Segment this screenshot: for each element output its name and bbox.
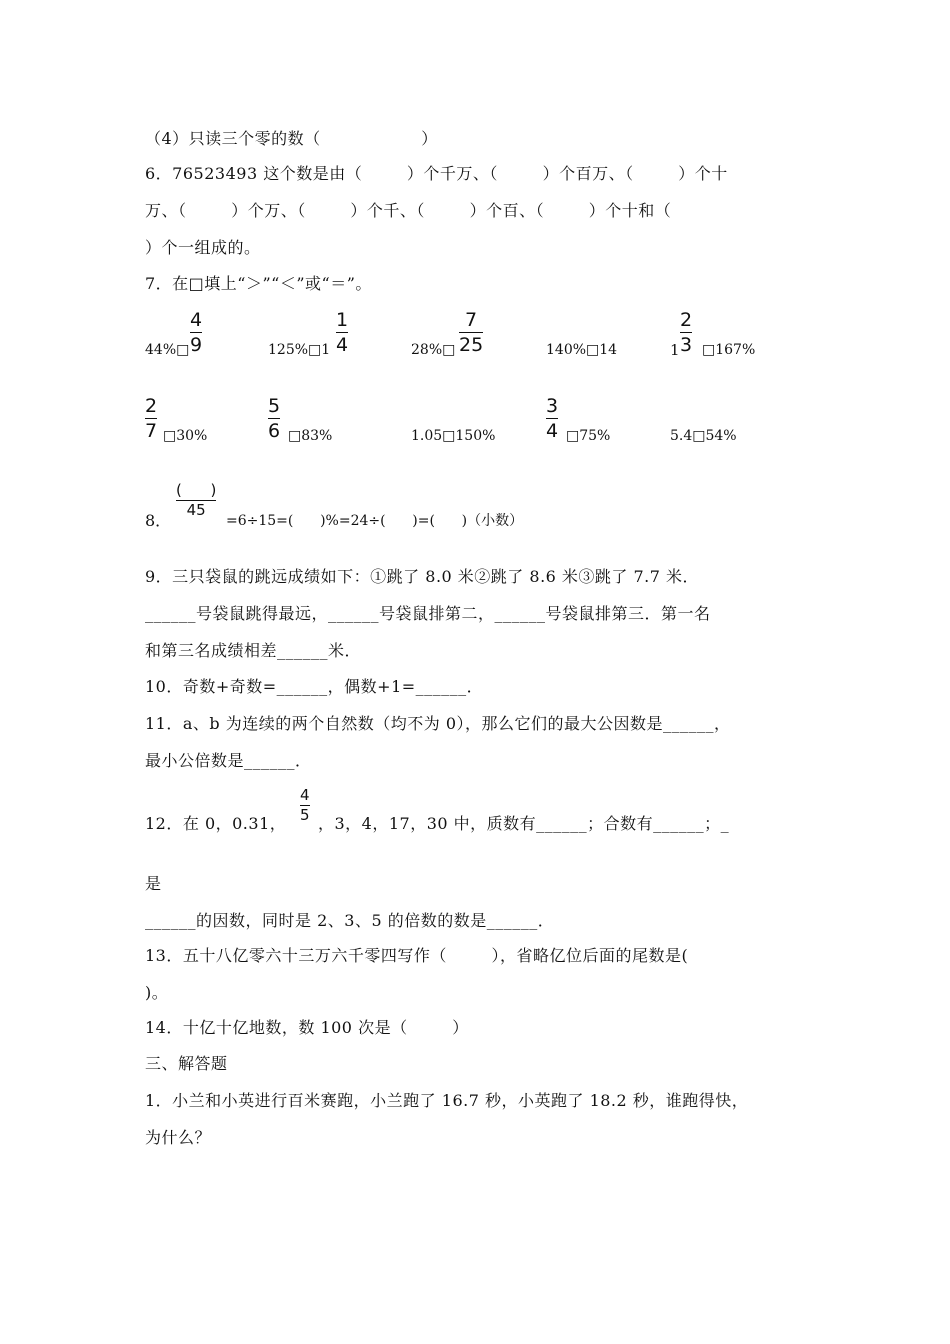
line-q7: 7．在□填上“＞”“＜”或“＝”。	[145, 274, 372, 293]
compare-1-4: 140%□14	[546, 342, 618, 358]
fraction-bar	[680, 332, 692, 333]
fraction-denominator: 45	[186, 501, 206, 519]
fraction-bar	[190, 332, 202, 333]
line-q6-c: ）个一组成的。	[145, 238, 261, 257]
fraction-4-5	[300, 787, 310, 824]
fraction-bar	[268, 418, 280, 419]
fraction-numerator: 2	[145, 395, 158, 417]
fraction-4-9	[190, 309, 202, 356]
fraction-5-6	[268, 395, 280, 442]
fraction-blank-45	[176, 482, 216, 519]
fraction-denominator: 9	[190, 334, 203, 356]
fraction-denominator: 6	[268, 420, 281, 442]
line-q6-b: 万、（ ）个万、（ ）个千、（ ）个百、（ ）个十和（	[145, 201, 672, 220]
line-q11-b: 最小公倍数是______．	[145, 751, 312, 770]
fraction-numerator: 7	[465, 309, 478, 331]
q12-prefix: 12．在 0，0.31，	[145, 814, 287, 833]
fraction-7-25	[459, 309, 483, 356]
fraction-denominator: 4	[336, 334, 349, 356]
fraction-1-4	[336, 309, 348, 356]
fraction-2-7	[145, 395, 157, 442]
compare-2-4-suffix: □75%	[566, 428, 611, 444]
fraction-3-4	[546, 395, 558, 442]
fraction-denominator: 25	[459, 334, 484, 356]
line-q12-b: 是	[145, 874, 162, 893]
line-q9-b: ______号袋鼠跳得最远，______号袋鼠排第二，______号袋鼠排第三．第一名	[145, 604, 711, 623]
fraction-numerator: 5	[268, 395, 281, 417]
line-q14: 14．十亿十亿地数，数 100 次是（ ）	[145, 1018, 469, 1037]
fraction-numerator: ( )	[176, 481, 217, 499]
fraction-bar	[145, 418, 157, 419]
q8-label: 8．	[145, 511, 172, 530]
compare-2-2-suffix: □83%	[288, 428, 333, 444]
fraction-numerator: 4	[300, 786, 310, 804]
compare-2-1-suffix: □30%	[163, 428, 208, 444]
q12-suffix: ，3，4，17，30 中，质数有______；合数有______；_	[318, 814, 730, 833]
compare-2-3: 1.05□150%	[411, 428, 496, 444]
compare-1-1-prefix: 44%□	[145, 342, 190, 358]
line-a1-b: 为什么？	[145, 1128, 212, 1147]
mixed-whole-1: 1	[670, 341, 680, 359]
compare-1-5-suffix: □167%	[702, 342, 756, 358]
fraction-numerator: 2	[680, 309, 693, 331]
line-q13-b: )。	[145, 983, 169, 1002]
fraction-numerator: 1	[336, 309, 349, 331]
fraction-bar	[336, 332, 348, 333]
fraction-denominator: 7	[145, 420, 158, 442]
fraction-numerator: 4	[190, 309, 203, 331]
q8-rest: =6÷15=( )%=24÷( )=( )（小数）	[226, 513, 524, 529]
fraction-bar	[546, 418, 558, 419]
line-q5-4: （4）只读三个零的数（ ）	[145, 129, 438, 148]
line-q9-c: 和第三名成绩相差______米．	[145, 641, 362, 660]
fraction-2-3	[680, 309, 692, 356]
line-q13-a: 13．五十八亿零六十三万六千零四写作（ ），省略亿位后面的尾数是(	[145, 946, 689, 965]
fraction-denominator: 4	[546, 420, 559, 442]
compare-1-3-prefix: 28%□	[411, 342, 456, 358]
fraction-bar	[459, 332, 483, 333]
section-3-heading: 三、解答题	[145, 1054, 228, 1073]
line-q12-c: ______的因数，同时是 2、3、5 的倍数的数是______．	[145, 911, 555, 930]
line-q6-a: 6．76523493 这个数是由（ ）个千万、（ ）个百万、（ ）个十	[145, 164, 728, 183]
line-a1-a: 1．小兰和小英进行百米赛跑，小兰跑了 16.7 秒，小英跑了 18.2 秒，谁跑得快，	[145, 1091, 749, 1110]
line-q9-a: 9．三只袋鼠的跳远成绩如下：①跳了 8.0 米②跳了 8.6 米③跳了 7.7 米．	[145, 567, 700, 586]
fraction-denominator: 5	[300, 806, 310, 824]
line-q10: 10．奇数+奇数=______，偶数+1=______．	[145, 677, 484, 696]
line-q11-a: 11．a、b 为连续的两个自然数（均不为 0），那么它们的最大公因数是______，	[145, 714, 731, 733]
fraction-denominator: 3	[680, 334, 693, 356]
compare-2-5: 5.4□54%	[670, 428, 737, 444]
compare-1-2-prefix: 125%□1	[268, 342, 331, 358]
fraction-numerator: 3	[546, 395, 559, 417]
